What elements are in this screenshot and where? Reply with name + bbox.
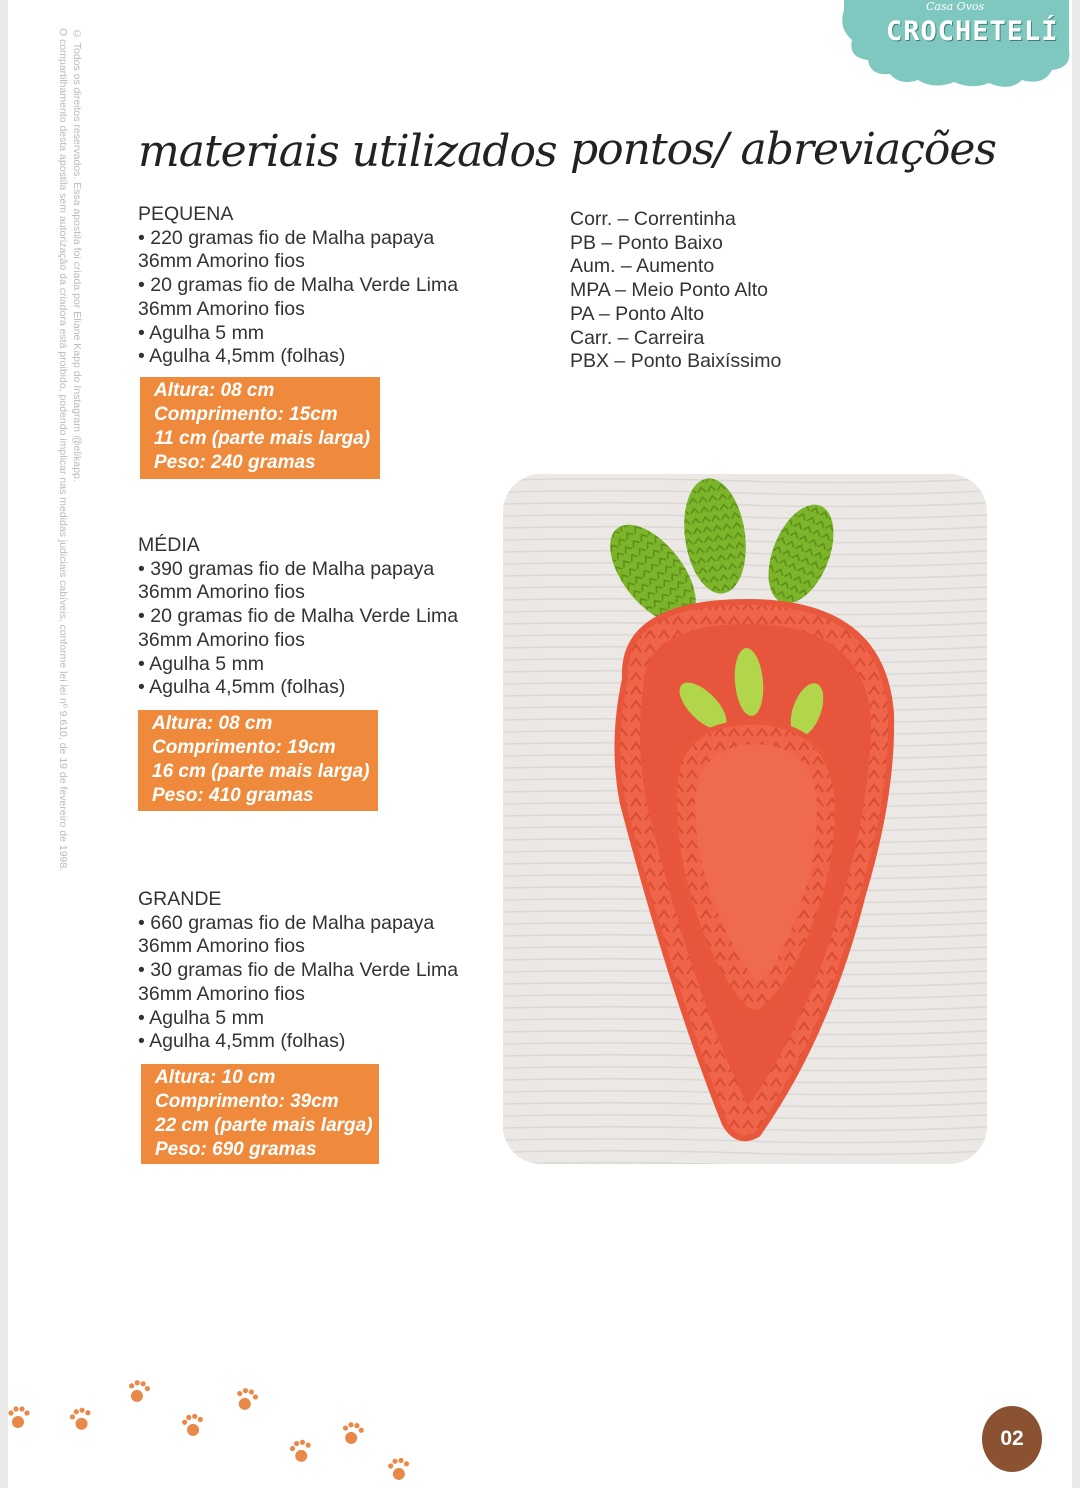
material-item: • 390 gramas fio de Malha papaya <box>138 557 435 580</box>
material-item: • Agulha 4,5mm (folhas) <box>138 676 346 699</box>
paw-icon <box>234 1387 259 1413</box>
size-title: GRANDE <box>138 888 222 910</box>
size-section-grande <box>138 888 498 1054</box>
brand-name: CROCHETELÍ <box>886 16 1059 47</box>
document-page <box>8 0 1072 1488</box>
paw-icon <box>289 1438 314 1464</box>
material-item: • 20 gramas fio de Malha Verde Lima <box>138 605 459 628</box>
paw-prints-decoration <box>8 1370 428 1488</box>
paw-icon <box>68 1406 94 1432</box>
copyright-line-2: O compartilhamento desta apostila sem autorização da criadora está proibido, podendo implicar nas medidas judiciais cabíveis, conforme lei lei nº 9.610, de 19 de fevereiro de 1998. <box>57 28 69 872</box>
abbreviation-item: PB – Ponto Baixo <box>570 231 723 254</box>
abbreviation-item: Aum. – Aumento <box>570 255 715 278</box>
heading-materiais: materiais utilizados <box>138 126 557 177</box>
paw-icon <box>8 1406 29 1428</box>
material-item: • 660 gramas fio de Malha papaya <box>138 911 435 934</box>
abbreviation-item: Corr. – Correntinha <box>570 208 736 230</box>
spec-weight: Peso: 410 gramas <box>152 785 314 806</box>
material-item: 36mm Amorino fios <box>138 982 305 1005</box>
material-item: 36mm Amorino fios <box>138 581 305 604</box>
spec-width: 22 cm (parte mais larga) <box>155 1115 373 1136</box>
spec-width: 16 cm (parte mais larga) <box>152 761 370 782</box>
spec-weight: Peso: 240 gramas <box>154 452 316 473</box>
paw-icon <box>387 1457 411 1481</box>
material-item: • Agulha 5 mm <box>138 321 265 344</box>
product-photo <box>503 474 987 1164</box>
page-number: 02 <box>982 1406 1042 1472</box>
spec-box-pequena <box>140 377 380 479</box>
spec-height: Altura: 08 cm <box>154 380 275 401</box>
material-item: • Agulha 4,5mm (folhas) <box>138 1030 346 1053</box>
spec-box-grande <box>141 1064 379 1164</box>
material-item: 36mm Amorino fios <box>138 297 305 320</box>
material-item: • Agulha 5 mm <box>138 652 265 675</box>
brand-logo <box>834 0 1072 90</box>
spec-height: Altura: 10 cm <box>155 1067 276 1088</box>
size-title: MÉDIA <box>138 534 200 556</box>
paw-icon <box>126 1379 151 1404</box>
brand-tagline: Casa Ovos <box>926 0 985 13</box>
size-section-pequena <box>138 203 498 369</box>
material-item: • Agulha 5 mm <box>138 1006 265 1029</box>
material-item: 36mm Amorino fios <box>138 250 305 273</box>
size-title: PEQUENA <box>138 203 234 225</box>
spec-length: Comprimento: 15cm <box>154 404 338 425</box>
abbreviation-item: Carr. – Carreira <box>570 326 705 349</box>
material-item: • 30 gramas fio de Malha Verde Lima <box>138 959 459 982</box>
abbreviation-item: PBX – Ponto Baixíssimo <box>570 350 782 373</box>
abbreviation-item: MPA – Meio Ponto Alto <box>570 279 768 302</box>
spec-height: Altura: 08 cm <box>152 713 273 734</box>
carrot-baskets-illustration <box>503 474 987 1164</box>
spec-length: Comprimento: 19cm <box>152 737 336 758</box>
material-item: • Agulha 4,5mm (folhas) <box>138 345 346 368</box>
material-item: 36mm Amorino fios <box>138 935 305 958</box>
material-item: 36mm Amorino fios <box>138 628 305 651</box>
material-item: • 220 gramas fio de Malha papaya <box>138 226 435 249</box>
spec-box-media <box>138 710 378 811</box>
copyright-line-1: © Todos os direitos reservados. Essa apostila foi criada por Eliane Kapp do Instagram @elikapp. <box>71 28 83 482</box>
abbreviation-list <box>570 208 781 374</box>
heading-pontos: pontos/ abreviações <box>570 124 996 175</box>
copyright-notice <box>56 28 84 871</box>
spec-weight: Peso: 690 gramas <box>155 1139 317 1160</box>
spec-length: Comprimento: 39cm <box>155 1091 339 1112</box>
paw-icon <box>181 1413 206 1438</box>
material-item: • 20 gramas fio de Malha Verde Lima <box>138 274 459 297</box>
paw-icon <box>341 1421 365 1445</box>
spec-width: 11 cm (parte mais larga) <box>154 428 371 449</box>
size-section-media <box>138 534 498 700</box>
abbreviation-item: PA – Ponto Alto <box>570 302 705 325</box>
